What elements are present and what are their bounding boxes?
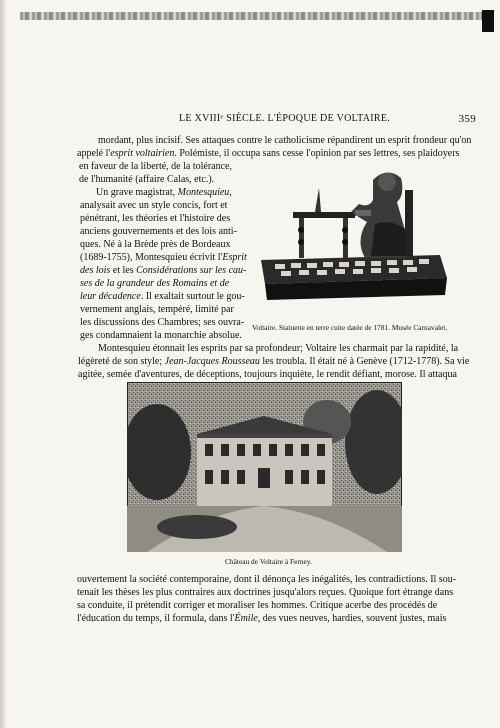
text-line: leur décadence. Il exaltait surtout le gou-: [80, 291, 245, 302]
text-line: Un grave magistrat, Montesquieu,: [96, 187, 232, 198]
running-header: [96, 113, 476, 129]
text-line: Montesquieu étonnait les esprits par sa profondeur; Voltaire les charmait par la rapidité, la: [98, 343, 459, 354]
text-line: l'éducation du temps, il formula, dans l'Émile, des vues neuves, hardies, souvent justes, mais: [77, 613, 447, 624]
page-number: 359: [458, 113, 476, 125]
text-line: pénétrant, les théories et l'histoire des: [80, 213, 231, 224]
text-line: les discussions des Chambres; ses ouvra-: [80, 317, 245, 328]
text-line: agitée, semée d'aventures, de déceptions, toujours inquiète, le rendit défiant, morose. Il attaqua: [78, 369, 457, 380]
text-line: ques. Né à la Brède près de Bordeaux: [80, 239, 231, 250]
text-line: appelé l'esprit voltairien. Polémiste, il occupa sans cesse l'opinion par ses lettres, ses plaidoyers: [77, 148, 460, 159]
text-line: ses de la grandeur des Romains et de: [80, 278, 230, 289]
text-line: ouvertement la société contemporaine, dont il dénonça les inégalités, les contradictions. Il sou-: [77, 574, 457, 585]
figure-caption: Château de Voltaire à Ferney.: [225, 557, 312, 566]
text-line: vernement anglais, tempéré, limité par: [80, 304, 234, 315]
chateau-ferney-image: [127, 382, 402, 552]
text-line: ges condamnaient la monarchie absolue.: [80, 330, 242, 341]
text-line: (1689-1755), Montesquieu écrivit l'Esprit: [80, 252, 247, 263]
text-line: des lois et les Considérations sur les cau-: [80, 265, 247, 276]
scan-shadow: [0, 0, 7, 728]
corner-mark: [482, 10, 494, 32]
text-line: de l'humanité (affaire Calas, etc.).: [79, 174, 215, 185]
text-line: mordant, plus incisif. Ses attaques contre le catholicisme répandirent un esprit frondeur qu'on: [98, 135, 472, 146]
text-line: en faveur de la liberté, de la tolérance,: [79, 161, 232, 172]
running-title: LE XVIIIᵉ SIÈCLE. L'ÉPOQUE DE VOLTAIRE.: [179, 113, 391, 124]
text-line: légèreté de son style; Jean-Jacques Rousseau les troubla. Il était né à Genève (1712-1778). Sa vie: [78, 356, 470, 367]
text-line: sa conduite, il prétendit corriger et moraliser les hommes. Critique acerbe des procédés de: [77, 600, 438, 611]
figure-caption: Voltaire. Statuette en terre cuite datée de 1781. Musée Carnavalet.: [252, 323, 448, 332]
text-line: analysait avec un style concis, fort et: [80, 200, 228, 211]
text-line: anciens gouvernements et des lois anti-: [80, 226, 237, 237]
scan-noise-band: [20, 12, 490, 20]
voltaire-statuette-image: [255, 160, 450, 320]
text-line: tenait les thèses les plus contraires aux doctrines jusqu'alors reçues. Quoique fort étrange dans: [77, 587, 454, 598]
